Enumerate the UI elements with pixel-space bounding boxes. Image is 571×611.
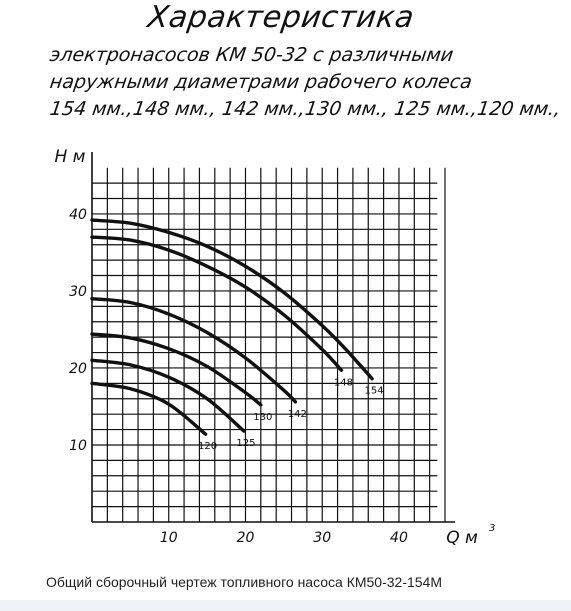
x-tick-label: 20	[236, 530, 255, 546]
series-curve-154	[92, 220, 372, 379]
grid	[92, 168, 445, 522]
series-label-120: 120	[198, 441, 218, 453]
x-tick-label: 40	[390, 530, 408, 546]
page-footer-strip	[0, 600, 571, 611]
series-curve-120	[92, 383, 206, 434]
chart-subtitle-line-3: 154 мм.,148 мм., 142 мм.,130 мм., 125 мм.,120 мм.,	[48, 98, 562, 120]
y-tick-label: 40	[69, 206, 87, 223]
chart-subtitle-line-2: наружными диаметрами рабочего колеса	[48, 71, 474, 93]
series-label-148: 148	[333, 377, 353, 389]
x-tick-label: 10	[159, 530, 178, 546]
pump-characteristic-chart	[0, 130, 571, 570]
chart-subtitle-line-1: электронасосов КМ 50-32 с различными	[48, 44, 455, 66]
y-tick-label: 30	[69, 283, 87, 300]
x-axis-label: Q м	[446, 528, 478, 548]
x-axis-label-exponent: 3	[489, 523, 496, 534]
y-tick-label: 20	[69, 360, 87, 377]
y-tick-label: 10	[69, 437, 87, 454]
series-label-125: 125	[236, 438, 256, 450]
series-curve-125	[92, 360, 244, 431]
series-label-142: 142	[287, 408, 307, 420]
series-curves	[92, 220, 372, 434]
chart-header	[0, 0, 571, 130]
series-label-154: 154	[364, 385, 384, 397]
chart-title: Характеристика	[145, 0, 417, 35]
series-curve-130	[92, 334, 261, 405]
x-tick-label: 30	[313, 530, 332, 546]
y-axis-label: Н м	[54, 147, 86, 167]
image-caption: Общий сборочный чертеж топливного насоса КМ50-32-154М	[46, 574, 443, 590]
series-label-130: 130	[253, 411, 273, 423]
